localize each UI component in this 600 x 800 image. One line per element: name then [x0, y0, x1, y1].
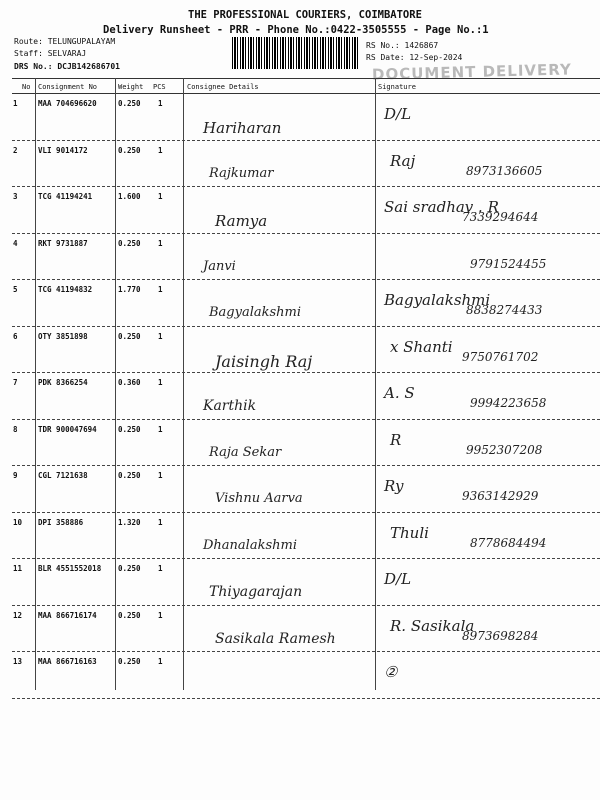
- pcs-value: 1: [158, 145, 163, 155]
- weight-value: 0.250: [118, 238, 141, 248]
- header-bottom-border: [12, 93, 600, 94]
- signature-handwritten: D/L: [384, 105, 412, 123]
- phone-handwritten: 8778684494: [470, 535, 547, 550]
- consignment-number: TCG 41194241: [38, 192, 93, 201]
- signature-handwritten: Thuli: [390, 523, 429, 542]
- col-divider: [183, 78, 184, 690]
- signature-handwritten: Ry: [384, 477, 404, 495]
- staff-label: Staff: SELVARAJ: [14, 49, 87, 58]
- signature-handwritten: Sai sradhav . R: [384, 198, 499, 216]
- row-number: 4: [13, 238, 18, 248]
- col-divider: [375, 78, 376, 690]
- consignment-number: BLR 4551552018: [38, 564, 102, 573]
- signature-handwritten: D/L: [384, 570, 412, 588]
- drs-number: DRS No.: DCJB142686701: [14, 62, 120, 71]
- consignment-number: PDK 8366254: [38, 378, 88, 387]
- consignment-number: DPI 358886: [38, 517, 84, 527]
- table-top-border: [12, 78, 600, 79]
- consignment-number: MAA 866716174: [38, 610, 97, 620]
- consignee-name-handwritten: Raja Sekar: [209, 444, 282, 460]
- row-separator: [12, 326, 600, 327]
- row-number: 2: [13, 145, 18, 155]
- consignee-name-handwritten: Vishnu Aarva: [215, 491, 303, 506]
- runsheet-subtitle: Delivery Runsheet - PRR - Phone No.:0422-3505555 - Page No.:1: [103, 24, 489, 36]
- row-separator: [12, 233, 600, 234]
- pcs-value: 1: [158, 657, 163, 666]
- phone-handwritten: 9750761702: [462, 349, 539, 364]
- document-delivery-stamp: DOCUMENT DELIVERY: [371, 60, 573, 84]
- phone-handwritten: 9363142929: [462, 489, 539, 503]
- row-number: 1: [13, 99, 18, 108]
- row-separator: [12, 465, 600, 466]
- rs-number: RS No.: 1426867: [366, 41, 439, 50]
- row-number: 11: [13, 564, 23, 573]
- consignee-name-handwritten: Rajkumar: [209, 165, 274, 181]
- pcs-value: 1: [158, 99, 163, 108]
- row-number: 5: [13, 285, 18, 294]
- signature-handwritten: ②: [384, 663, 398, 681]
- weight-value: 0.250: [118, 424, 141, 434]
- weight-value: 1.770: [118, 285, 141, 294]
- consignment-number: TDR 900047694: [38, 424, 97, 434]
- col-divider: [35, 78, 36, 690]
- signature-handwritten: R. Sasikala: [390, 616, 475, 635]
- row-separator: [12, 605, 600, 606]
- weight-value: 0.250: [118, 145, 141, 155]
- signature-handwritten: Bagyalakshmi: [384, 291, 491, 309]
- signature-handwritten: Raj: [390, 151, 416, 170]
- pcs-value: 1: [158, 378, 163, 387]
- col-header-weight: Weight: [118, 83, 144, 91]
- row-number: 9: [13, 471, 18, 480]
- row-number: 6: [13, 331, 18, 341]
- consignee-name-handwritten: Janvi: [203, 258, 236, 274]
- phone-handwritten: 8973698284: [462, 628, 539, 643]
- pcs-value: 1: [158, 610, 163, 620]
- consignee-name-handwritten: Bagyalakshmi: [209, 305, 302, 320]
- weight-value: 1.320: [118, 517, 141, 527]
- consignment-number: OTY 3851898: [38, 331, 88, 341]
- row-separator: [12, 558, 600, 559]
- phone-handwritten: 8838274433: [466, 303, 543, 317]
- phone-handwritten: 9994223658: [470, 396, 547, 410]
- row-separator: [12, 279, 600, 280]
- row-separator: [12, 419, 600, 420]
- col-divider: [115, 78, 116, 690]
- row-number: 10: [13, 517, 23, 527]
- company-name: THE PROFESSIONAL COURIERS, COIMBATORE: [188, 9, 422, 21]
- pcs-value: 1: [158, 331, 163, 341]
- weight-value: 0.250: [118, 657, 141, 666]
- consignee-name-handwritten: Hariharan: [203, 119, 282, 137]
- col-header-signature: Signature: [378, 83, 416, 91]
- signature-handwritten: x Shanti: [390, 337, 453, 356]
- weight-value: 0.250: [118, 331, 141, 341]
- pcs-value: 1: [158, 564, 163, 573]
- col-header-consignment: Consignment No: [38, 83, 98, 91]
- consignment-number: RKT 9731887: [38, 238, 88, 248]
- pcs-value: 1: [158, 517, 163, 527]
- col-header-pcs: PCS: [153, 83, 166, 91]
- consignment-number: VLI 9014172: [38, 145, 88, 155]
- signature-handwritten: R: [390, 430, 402, 449]
- weight-value: 0.250: [118, 564, 141, 573]
- pcs-value: 1: [158, 285, 163, 294]
- col-header-no: No: [22, 83, 31, 91]
- consignment-number: MAA 866716163: [38, 657, 97, 666]
- weight-value: 0.250: [118, 610, 141, 620]
- row-separator: [12, 186, 600, 187]
- phone-handwritten: 8973136605: [466, 163, 543, 178]
- weight-value: 1.600: [118, 192, 141, 201]
- weight-value: 0.250: [118, 99, 141, 108]
- rs-date: RS Date: 12-Sep-2024: [366, 53, 463, 62]
- pcs-value: 1: [158, 471, 163, 480]
- consignee-name-handwritten: Jaisingh Raj: [215, 351, 313, 371]
- row-separator: [12, 698, 600, 699]
- weight-value: 0.250: [118, 471, 141, 480]
- route-label: Route: TELUNGUPALAYAM: [14, 37, 116, 46]
- row-separator: [12, 651, 600, 652]
- row-number: 3: [13, 192, 18, 201]
- consignee-name-handwritten: Dhanalakshmi: [203, 537, 297, 553]
- row-separator: [12, 372, 600, 373]
- row-number: 7: [13, 378, 18, 387]
- phone-handwritten: 9791524455: [470, 256, 547, 271]
- consignment-number: MAA 704696620: [38, 99, 97, 108]
- row-number: 12: [13, 610, 23, 620]
- row-number: 13: [13, 657, 23, 666]
- row-number: 8: [13, 424, 18, 434]
- phone-handwritten: 7339294644: [462, 210, 539, 224]
- consignee-name-handwritten: Sasikala Ramesh: [215, 630, 336, 647]
- consignee-name-handwritten: Thiyagarajan: [209, 584, 303, 600]
- weight-value: 0.360: [118, 378, 141, 387]
- consignment-number: TCG 41194832: [38, 285, 93, 294]
- barcode: [232, 37, 360, 69]
- pcs-value: 1: [158, 424, 163, 434]
- col-header-consignee: Consignee Details: [187, 83, 259, 91]
- row-separator: [12, 512, 600, 513]
- pcs-value: 1: [158, 238, 163, 248]
- row-separator: [12, 140, 600, 141]
- pcs-value: 1: [158, 192, 163, 201]
- phone-handwritten: 9952307208: [466, 442, 543, 457]
- consignee-name-handwritten: Ramya: [215, 212, 268, 230]
- signature-handwritten: A. S: [384, 384, 415, 402]
- consignment-number: CGL 7121638: [38, 471, 88, 480]
- consignee-name-handwritten: Karthik: [203, 398, 257, 414]
